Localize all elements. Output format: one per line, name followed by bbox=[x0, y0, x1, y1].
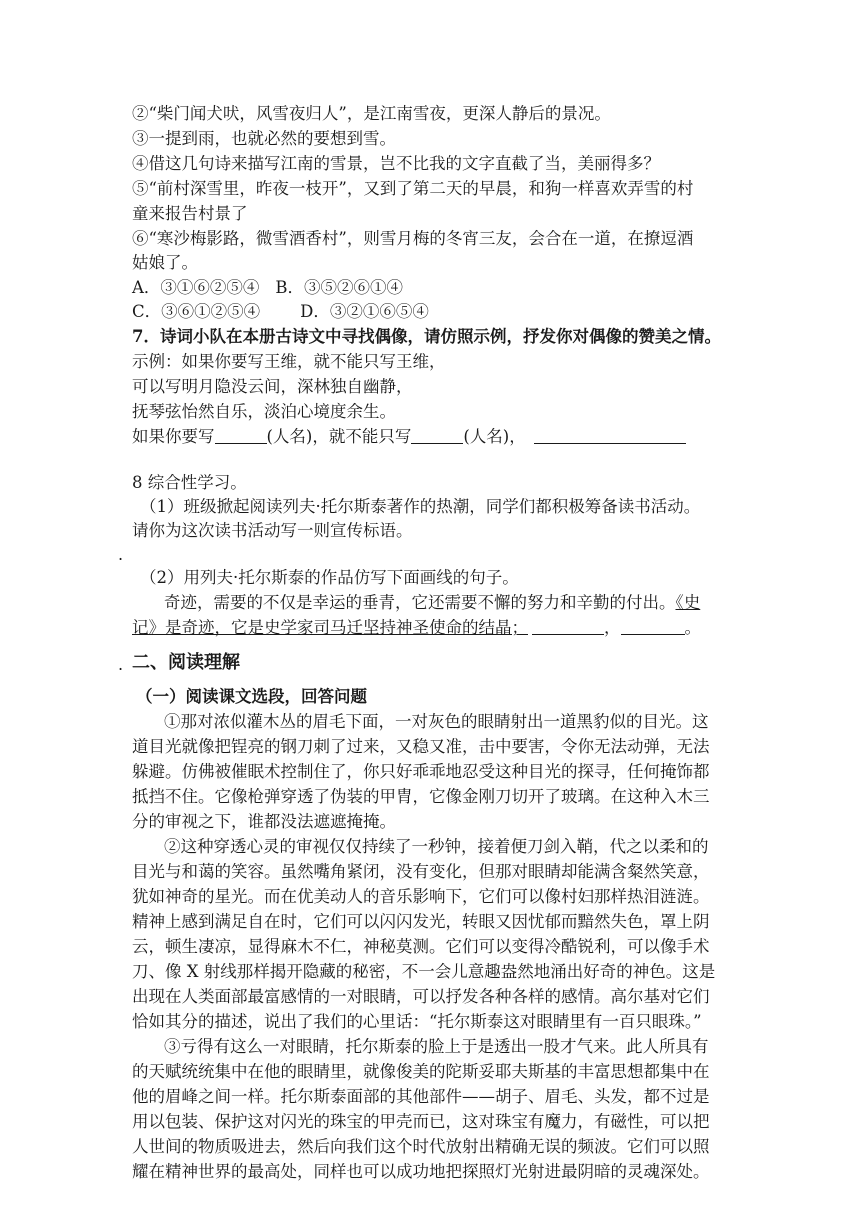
q8-sub2-text: 奇迹，需要的不仅是幸运的垂青，它还需要不懈的努力和辛勤的付出。 bbox=[164, 593, 676, 612]
passage-p3-line: ③亏得有这么一对眼睛，托尔斯泰的脸上于是透出一股才气来。此人所具有 bbox=[164, 1037, 709, 1056]
q8-sub1-line2: 请你为这次读书活动写一则宣传标语。 bbox=[132, 521, 413, 540]
order-item-3: ③一提到雨，也就必然的要想到雪。 bbox=[132, 129, 396, 148]
passage-p3-line: 耀在精神世界的最高处，同样也可以成功地把探照灯光射进最阴暗的灵魂深处。 bbox=[132, 1162, 710, 1181]
passage-p3-line: 他的眉峰之间一样。托尔斯泰面部的其他部件——胡子、眉毛、头发，都不过是 bbox=[132, 1087, 710, 1106]
order-item-2: ②“柴门闻犬吠，风雪夜归人”，是江南雪夜，更深人静后的景况。 bbox=[132, 104, 611, 123]
q7-example-line1: 示例：如果你要写王维，就不能只写王维， bbox=[132, 352, 446, 371]
q7-prompt: 7．诗词小队在本册古诗文中寻找偶像，请仿照示例，抒发你对偶像的赞美之情。 bbox=[132, 327, 721, 346]
passage-p1-line: 分的审视之下，谁都没法遮遮掩掩。 bbox=[132, 812, 396, 831]
passage-p2-line: ②这种穿透心灵的审视仅仅持续了一秒钟，接着便刀剑入鞘，代之以柔和的 bbox=[164, 837, 709, 856]
option-c: C．③⑥①②⑤④ bbox=[132, 302, 261, 321]
order-item-5-line2: 童来报告村景了 bbox=[132, 204, 248, 223]
q8-sub2-underlined-1: 《史 bbox=[675, 593, 701, 612]
q7-fill-line bbox=[132, 427, 686, 447]
q8-period: 。 bbox=[684, 618, 701, 637]
section2-sub-title: （一）阅读课文选段，回答问题 bbox=[136, 687, 367, 706]
q8-blank-2[interactable] bbox=[621, 618, 685, 635]
options-row-1 bbox=[132, 278, 403, 298]
q8-sub1-line1: （1）班级掀起阅读列夫·托尔斯泰著作的热潮，同学们都积极筹备读书活动。 bbox=[140, 497, 701, 516]
order-item-6-line1: ⑥“寒沙梅影路，微雪酒香村”，则雪月梅的冬宵三友，会合在一道，在撩逗酒 bbox=[132, 229, 694, 248]
passage-p2-line: 精神上感到满足自在时，它们可以闪闪发光，转眼又因忧郁而黯然失色，罩上阴 bbox=[132, 912, 710, 931]
passage-p3-line: 的天赋统统集中在他的眼睛里，就像俊美的陀斯妥耶夫斯基的丰富思想都集中在 bbox=[132, 1062, 710, 1081]
option-b: B．③⑤②⑥①④ bbox=[275, 278, 404, 297]
q8-sub2-text-line2 bbox=[132, 618, 701, 638]
q7-blank-continuation[interactable] bbox=[534, 427, 686, 444]
passage-p2-line: 恰如其分的描述，说出了我们的心里话：“托尔斯泰这对眼睛里有一百只眼珠。” bbox=[132, 1012, 702, 1031]
q7-fill-part1: 如果你要写 bbox=[132, 427, 215, 446]
q7-example-line3: 抚琴弦怡然自乐，淡泊心境度余生。 bbox=[132, 402, 396, 421]
passage-p3-line: 用以包装、保护这对闪光的珠宝的甲壳而已，这对珠宝有魔力，有磁性，可以把 bbox=[132, 1112, 710, 1131]
q8-blank-1[interactable] bbox=[532, 618, 604, 635]
passage-p1-line: 抵挡不住。它像枪弹穿透了伪装的甲胄，它像金刚刀切开了玻璃。在这种入木三 bbox=[132, 787, 710, 806]
section2-title: 二、阅读理解 bbox=[132, 652, 240, 673]
q8-sub2: （2）用列夫·托尔斯泰的作品仿写下面画线的句子。 bbox=[140, 568, 519, 587]
passage-p2-line: 出现在人类面部最富感情的一对眼睛，可以抒发各种各样的感情。高尔基对它们 bbox=[132, 987, 710, 1006]
q7-example-line2: 可以写明月隐没云间，深林独自幽静， bbox=[132, 377, 413, 396]
options-row-2 bbox=[132, 302, 429, 322]
margin-dot: . bbox=[118, 545, 124, 564]
passage-p2-line: 犹如神奇的星光。而在优美动人的音乐影响下，它们可以像村妇那样热泪涟涟。 bbox=[132, 887, 710, 906]
q7-blank-name2[interactable] bbox=[411, 427, 463, 444]
option-a: A．③①⑥②⑤④ bbox=[132, 278, 260, 297]
q8-comma: ， bbox=[604, 618, 621, 637]
passage-p1-line: 道目光就像把锃亮的钢刀刺了过来，又稳又准，击中要害，令你无法动弹，无法 bbox=[132, 737, 710, 756]
q7-fill-part3: (人名)， bbox=[463, 427, 526, 446]
q7-fill-part2: (人名)，就不能只写 bbox=[266, 427, 412, 446]
order-item-4: ④借这几句诗来描写江南的雪景，岂不比我的文字直截了当，美丽得多？ bbox=[132, 154, 660, 173]
passage-p1-line: 躲避。仿佛被催眠术控制住了，你只好乖乖地忍受这种目光的探寻，任何掩饰都 bbox=[132, 762, 710, 781]
passage-p3-line: 人世间的物质吸进去，然后向我们这个时代放射出精确无误的频波。它们可以照 bbox=[132, 1137, 710, 1156]
order-item-5-line1: ⑤“前村深雪里，昨夜一枝开”，又到了第二天的早晨，和狗一样喜欢弄雪的村 bbox=[132, 179, 694, 198]
passage-p2-line: 刀、像 X 射线那样揭开隐藏的秘密，不一会儿意趣盎然地涌出好奇的神色。这是 bbox=[132, 962, 716, 981]
passage-p2-line: 目光与和蔼的笑容。虽然嘴角紧闭，没有变化，但那对眼睛却能满含粲然笑意， bbox=[132, 862, 710, 881]
order-item-6-line2: 姑娘了。 bbox=[132, 253, 198, 272]
option-d: D．③②①⑥⑤④ bbox=[300, 302, 429, 321]
passage-p2-line: 云，顿生凄凉，显得麻木不仁，神秘莫测。它们可以变得冷酷锐利，可以像手术 bbox=[132, 937, 710, 956]
q8-sub2-underlined-2: 记》是奇迹，它是史学家司马迁坚持神圣使命的结晶； bbox=[132, 618, 528, 637]
q8-title: 8 综合性学习。 bbox=[132, 473, 247, 492]
passage-p1-line: ①那对浓似灌木丛的眉毛下面，一对灰色的眼睛射出一道黑豹似的目光。这 bbox=[164, 712, 709, 731]
margin-dot-2: . bbox=[118, 655, 124, 674]
q8-sub2-text-line1 bbox=[164, 593, 700, 613]
q7-blank-name1[interactable] bbox=[215, 427, 267, 444]
